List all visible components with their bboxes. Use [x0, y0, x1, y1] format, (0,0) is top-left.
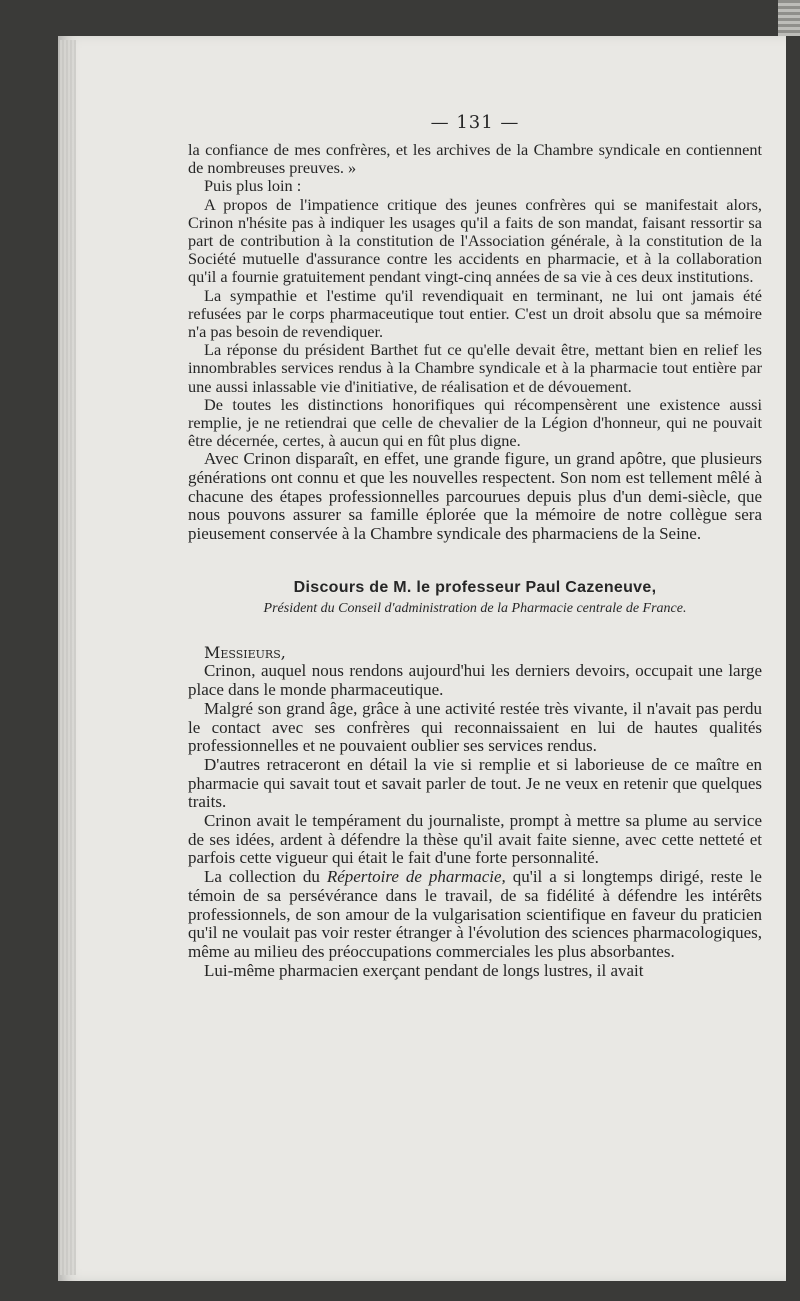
paragraph: Crinon avait le tempérament du journaliste, prompt à mettre sa plume au service de ses idées, ardent à défendre la thèse qu'il avait faite sienne, avec cette netteté et parfois cette vigueur qui était le fait d'une forte personnalité. — [188, 811, 762, 868]
speech-title: Discours de M. le professeur Paul Cazeneuve, — [293, 579, 657, 597]
speech-body — [188, 643, 762, 980]
paragraph: La sympathie et l'estime qu'il revendiquait en terminant, ne lui ont jamais été refusées par le corps pharmaceutique tout entier. C'est un droit absolu que sa mémoire n'a pas besoin de revendiquer. — [188, 285, 762, 342]
paragraph: Crinon, auquel nous rendons aujourd'hui les derniers devoirs, occupait une large place dans le monde pharmaceutique. — [188, 661, 762, 700]
paragraph-collection — [188, 868, 762, 962]
paragraph: La réponse du président Barthet fut ce qu'elle devait être, mettant bien en relief les innombrables services rendus à la Chambre syndicale et à la pharmacie tout entière par une aussi inlassable vie d'initiative, de réalisation et de dévouement. — [188, 340, 762, 396]
section-one — [188, 141, 762, 543]
salutation: Messieurs, — [204, 643, 286, 663]
paragraph: Puis plus loin : — [204, 176, 302, 196]
page-number: — 131 — — [430, 112, 520, 133]
page-gutter — [60, 40, 76, 1275]
paragraph: De toutes les distinctions honorifiques qui récompensèrent une existence aussi remplie, je ne retiendrai que celle de chevalier de la Légion d'honneur, qui ne pouvait être décernée, certes, à aucun qui en fût plus digne. — [188, 394, 762, 451]
scan-edge-marker — [778, 0, 800, 36]
text-run: La collection du — [204, 867, 327, 887]
journal-title: Répertoire de pharmacie, — [326, 867, 506, 887]
paragraph: Malgré son grand âge, grâce à une activité restée très vivante, il n'avait pas perdu le contact avec ses confrères qui reconnaissaient en lui de hautes qualités professionnelles et ne pouvaient oublier ses services rendus. — [188, 698, 762, 756]
paragraph: Avec Crinon disparaît, en effet, une grande figure, un grand apôtre, que plusieurs générations ont connu et que les nouvelles respectent. Son nom est tellement mêlé à chacune des étapes professionnelles parcourues depuis plus d'un demi-siècle, que nous pouvons assurer sa famille éplorée que la mémoire de notre collègue sera pieusement conservée à la Chambre syndicale des pharmaciens de la Seine. — [188, 449, 762, 543]
paragraph: Lui-même pharmacien exerçant pendant de longs lustres, il avait — [204, 960, 644, 980]
paragraph: la confiance de mes confrères, et les archives de la Chambre syndicale en contiennent de nombreuses preuves. » — [188, 140, 762, 178]
text-run: qu'il a si longtemps dirigé, reste le témoin de sa persévérance dans le travail, de sa fidélité à défendre les intérêts professionnels, de son amour de la vulgarisation scientifique en faveur du praticien qu'il ne voulait pas voir rester étranger à l'évolution des sciences pharmacologiques, même au milieu des préoccupations commerciales les plus absorbantes. — [188, 867, 762, 961]
paragraph: A propos de l'impatience critique des jeunes confrères qui se manifestait alors, Crinon n'hésite pas à indiquer les usages qu'il a faits de son mandat, faisant ressortir sa part de contribution à la constitution de l'Association générale, à la constitution de la Société mutuelle d'assurance contre les accidents en pharmacie, et à la collaboration qu'il a fournie gratuitement pendant vingt-cinq années de sa vie à ces deux institutions. — [188, 194, 762, 287]
paragraph: D'autres retraceront en détail la vie si remplie et si laborieuse de ce maître en pharmacie qui savait tout et savait parler de tout. Je ne veux en retenir que quelques traits. — [188, 754, 762, 812]
page-content — [188, 112, 762, 980]
speech-subtitle: Président du Conseil d'administration de la Pharmacie centrale de France. — [263, 601, 687, 617]
